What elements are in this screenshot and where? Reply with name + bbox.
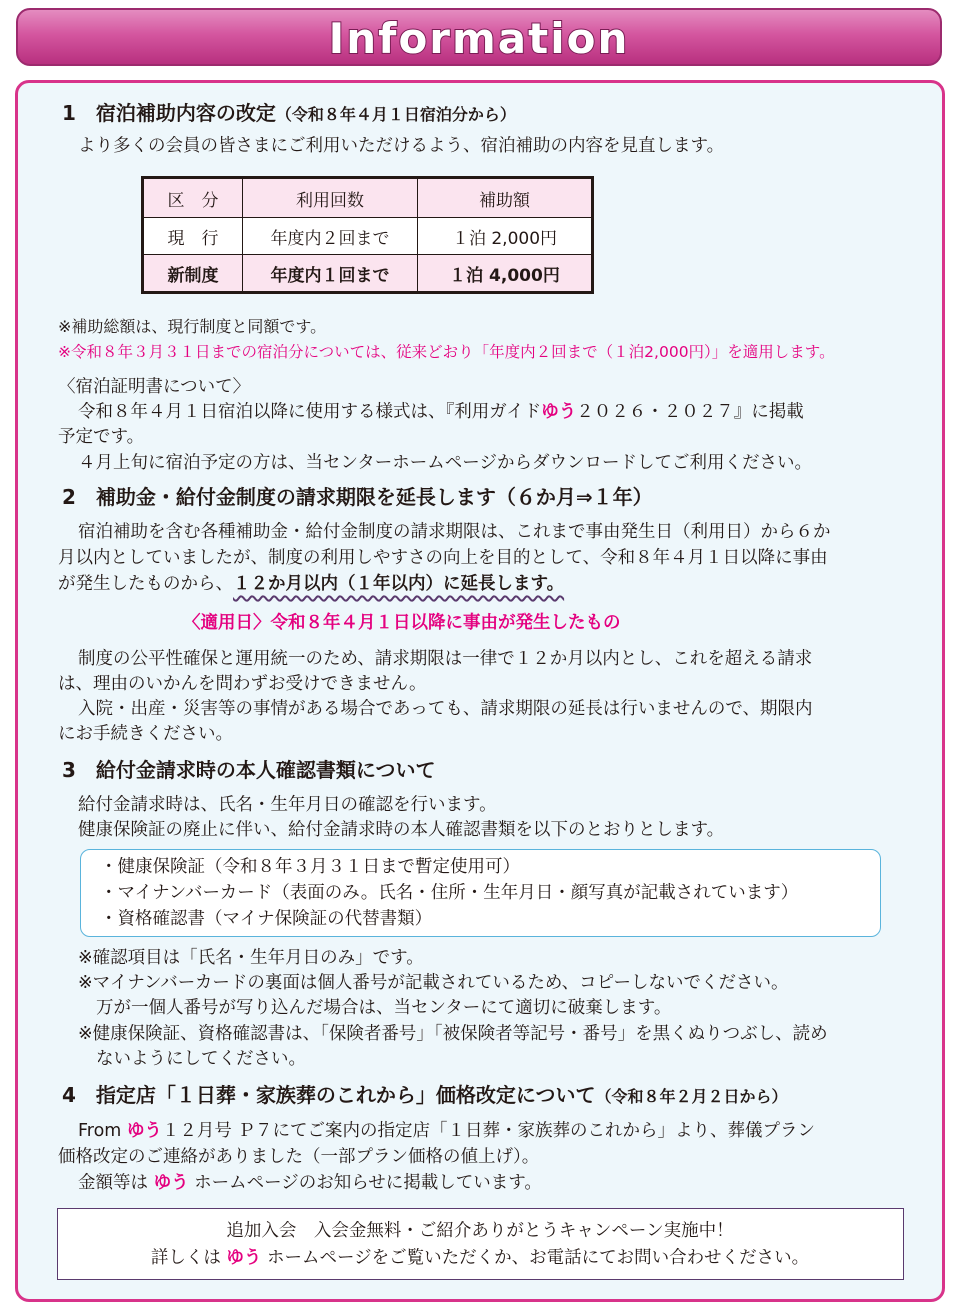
section1-note1: ※補助総額は、現行制度と同額です。 bbox=[58, 317, 327, 336]
extension-highlight: １２か月以内（１年以内）に延長します。 bbox=[233, 574, 565, 594]
table-cell: １泊 4,000円 bbox=[418, 255, 593, 293]
yu-logo: ゆう bbox=[226, 1248, 262, 1268]
id-document-item: ・マイナンバーカード（表面のみ。氏名・住所・生年月日・顔写真が記載されています） bbox=[100, 883, 799, 903]
section2-heading: 2 補助金・給付金制度の請求期限を延長します（６か月⇒１年） bbox=[62, 485, 653, 509]
section3-line2: 健康保険証の廃止に伴い、給付金請求時の本人確認書類を以下のとおりとします。 bbox=[78, 820, 725, 840]
campaign-line2: 詳しくは ゆう ホームページをご覧いただくか、お電話にてお問い合わせください。 bbox=[150, 1248, 810, 1268]
section4-line1: From ゆう１２月号 Ｐ７にてご案内の指定店「１日葬・家族葬のこれから」より、葬儀プラン bbox=[78, 1121, 815, 1141]
id-document-item: ・資格確認書（マイナ保険証の代替書類） bbox=[100, 909, 433, 929]
cert-title: 〈宿泊証明書について〉 bbox=[58, 377, 251, 397]
section2-p3-line2: にお手続きください。 bbox=[58, 724, 233, 744]
section4-line3: 金額等は ゆう ホームページのお知らせに掲載しています。 bbox=[78, 1173, 542, 1193]
yu-logo: ゆう bbox=[126, 1121, 162, 1141]
cert-line3: ４月上旬に宿泊予定の方は、当センターホームページからダウンロードしてご利用ください。 bbox=[78, 453, 812, 473]
section3-note2-cont: 万が一個人番号が写り込んだ場合は、当センターにて適切に破棄します。 bbox=[96, 998, 672, 1018]
table-cell: 現 行 bbox=[143, 218, 243, 255]
table-header: 区 分 bbox=[143, 178, 243, 218]
table-cell: １泊 2,000円 bbox=[418, 218, 593, 255]
section3-line1: 給付金請求時は、氏名・生年月日の確認を行います。 bbox=[78, 795, 497, 815]
section3-note2: ※マイナンバーカードの裏面は個人番号が記載されているため、コピーしないでください。 bbox=[78, 973, 789, 993]
section3-heading: 3 給付金請求時の本人確認書類について bbox=[62, 758, 436, 782]
cert-line1: 令和８年４月１日宿泊以降に使用する様式は、『利用ガイドゆう２０２６・２０２７』に掲載 bbox=[78, 402, 804, 422]
section1-heading: 1 宿泊補助内容の改定（令和８年４月１日宿泊分から） bbox=[62, 101, 516, 125]
table-cell: 年度内２回まで bbox=[243, 218, 418, 255]
table-row bbox=[143, 218, 593, 255]
section3-note3: ※健康保険証、資格確認書は、「保険者番号」「被保険者等記号・番号」を黒くぬりつぶし、読め bbox=[78, 1024, 828, 1044]
subsidy-table bbox=[141, 176, 594, 294]
section2-p1-line2: 月以内としていましたが、制度の利用しやすさの向上を目的として、令和８年４月１日以降に事由 bbox=[58, 548, 828, 568]
info-banner bbox=[16, 8, 942, 66]
section4-heading: 4 指定店「１日葬・家族葬のこれから」価格改定について（令和８年２月２日から） bbox=[62, 1083, 788, 1107]
table-header: 補助額 bbox=[418, 178, 593, 218]
applied-date: 〈適用日〉令和８年４月１日以降に事由が発生したもの bbox=[183, 613, 621, 633]
banner-title: Information bbox=[328, 14, 630, 63]
id-document-item: ・健康保険証（令和８年３月３１日まで暫定使用可） bbox=[100, 857, 520, 877]
table-header-row bbox=[143, 178, 593, 218]
section2-p3-line1: 入院・出産・災害等の事情がある場合であっても、請求期限の延長は行いませんので、期限内 bbox=[78, 699, 813, 719]
section3-note1: ※確認項目は「氏名・生年月日のみ」です。 bbox=[78, 948, 424, 968]
table-header: 利用回数 bbox=[243, 178, 418, 218]
section2-p1-line1: 宿泊補助を含む各種補助金・給付金制度の請求期限は、これまで事由発生日（利用日）から６か bbox=[78, 522, 831, 542]
yu-logo: ゆう bbox=[541, 402, 577, 422]
section4-line2: 価格改定のご連絡がありました（一部プラン価格の値上げ）。 bbox=[58, 1147, 540, 1167]
table-cell: 年度内１回まで bbox=[243, 255, 418, 293]
table-row bbox=[143, 255, 593, 293]
section2-p2-line2: は、理由のいかんを問わずお受けできません。 bbox=[58, 674, 427, 694]
section2-p1-line3: が発生したものから、１２か月以内（１年以内）に延長します。 bbox=[58, 574, 565, 594]
section1-intro: より多くの会員の皆さまにご利用いただけるよう、宿泊補助の内容を見直します。 bbox=[78, 136, 725, 156]
table-cell: 新制度 bbox=[143, 255, 243, 293]
section1-note2: ※令和８年３月３１日までの宿泊分については、従来どおり「年度内２回まで（１泊2,000円）」を適用します。 bbox=[58, 343, 835, 361]
campaign-line1: 追加入会 入会金無料・ご紹介ありがとうキャンペーン実施中！ bbox=[226, 1221, 734, 1241]
section2-p2-line1: 制度の公平性確保と運用統一のため、請求期限は一律で１２か月以内とし、これを超える請求 bbox=[78, 649, 813, 669]
cert-line2: 予定です。 bbox=[58, 427, 145, 447]
yu-logo: ゆう bbox=[153, 1173, 189, 1193]
section3-note3-cont: ないようにしてください。 bbox=[96, 1049, 306, 1069]
